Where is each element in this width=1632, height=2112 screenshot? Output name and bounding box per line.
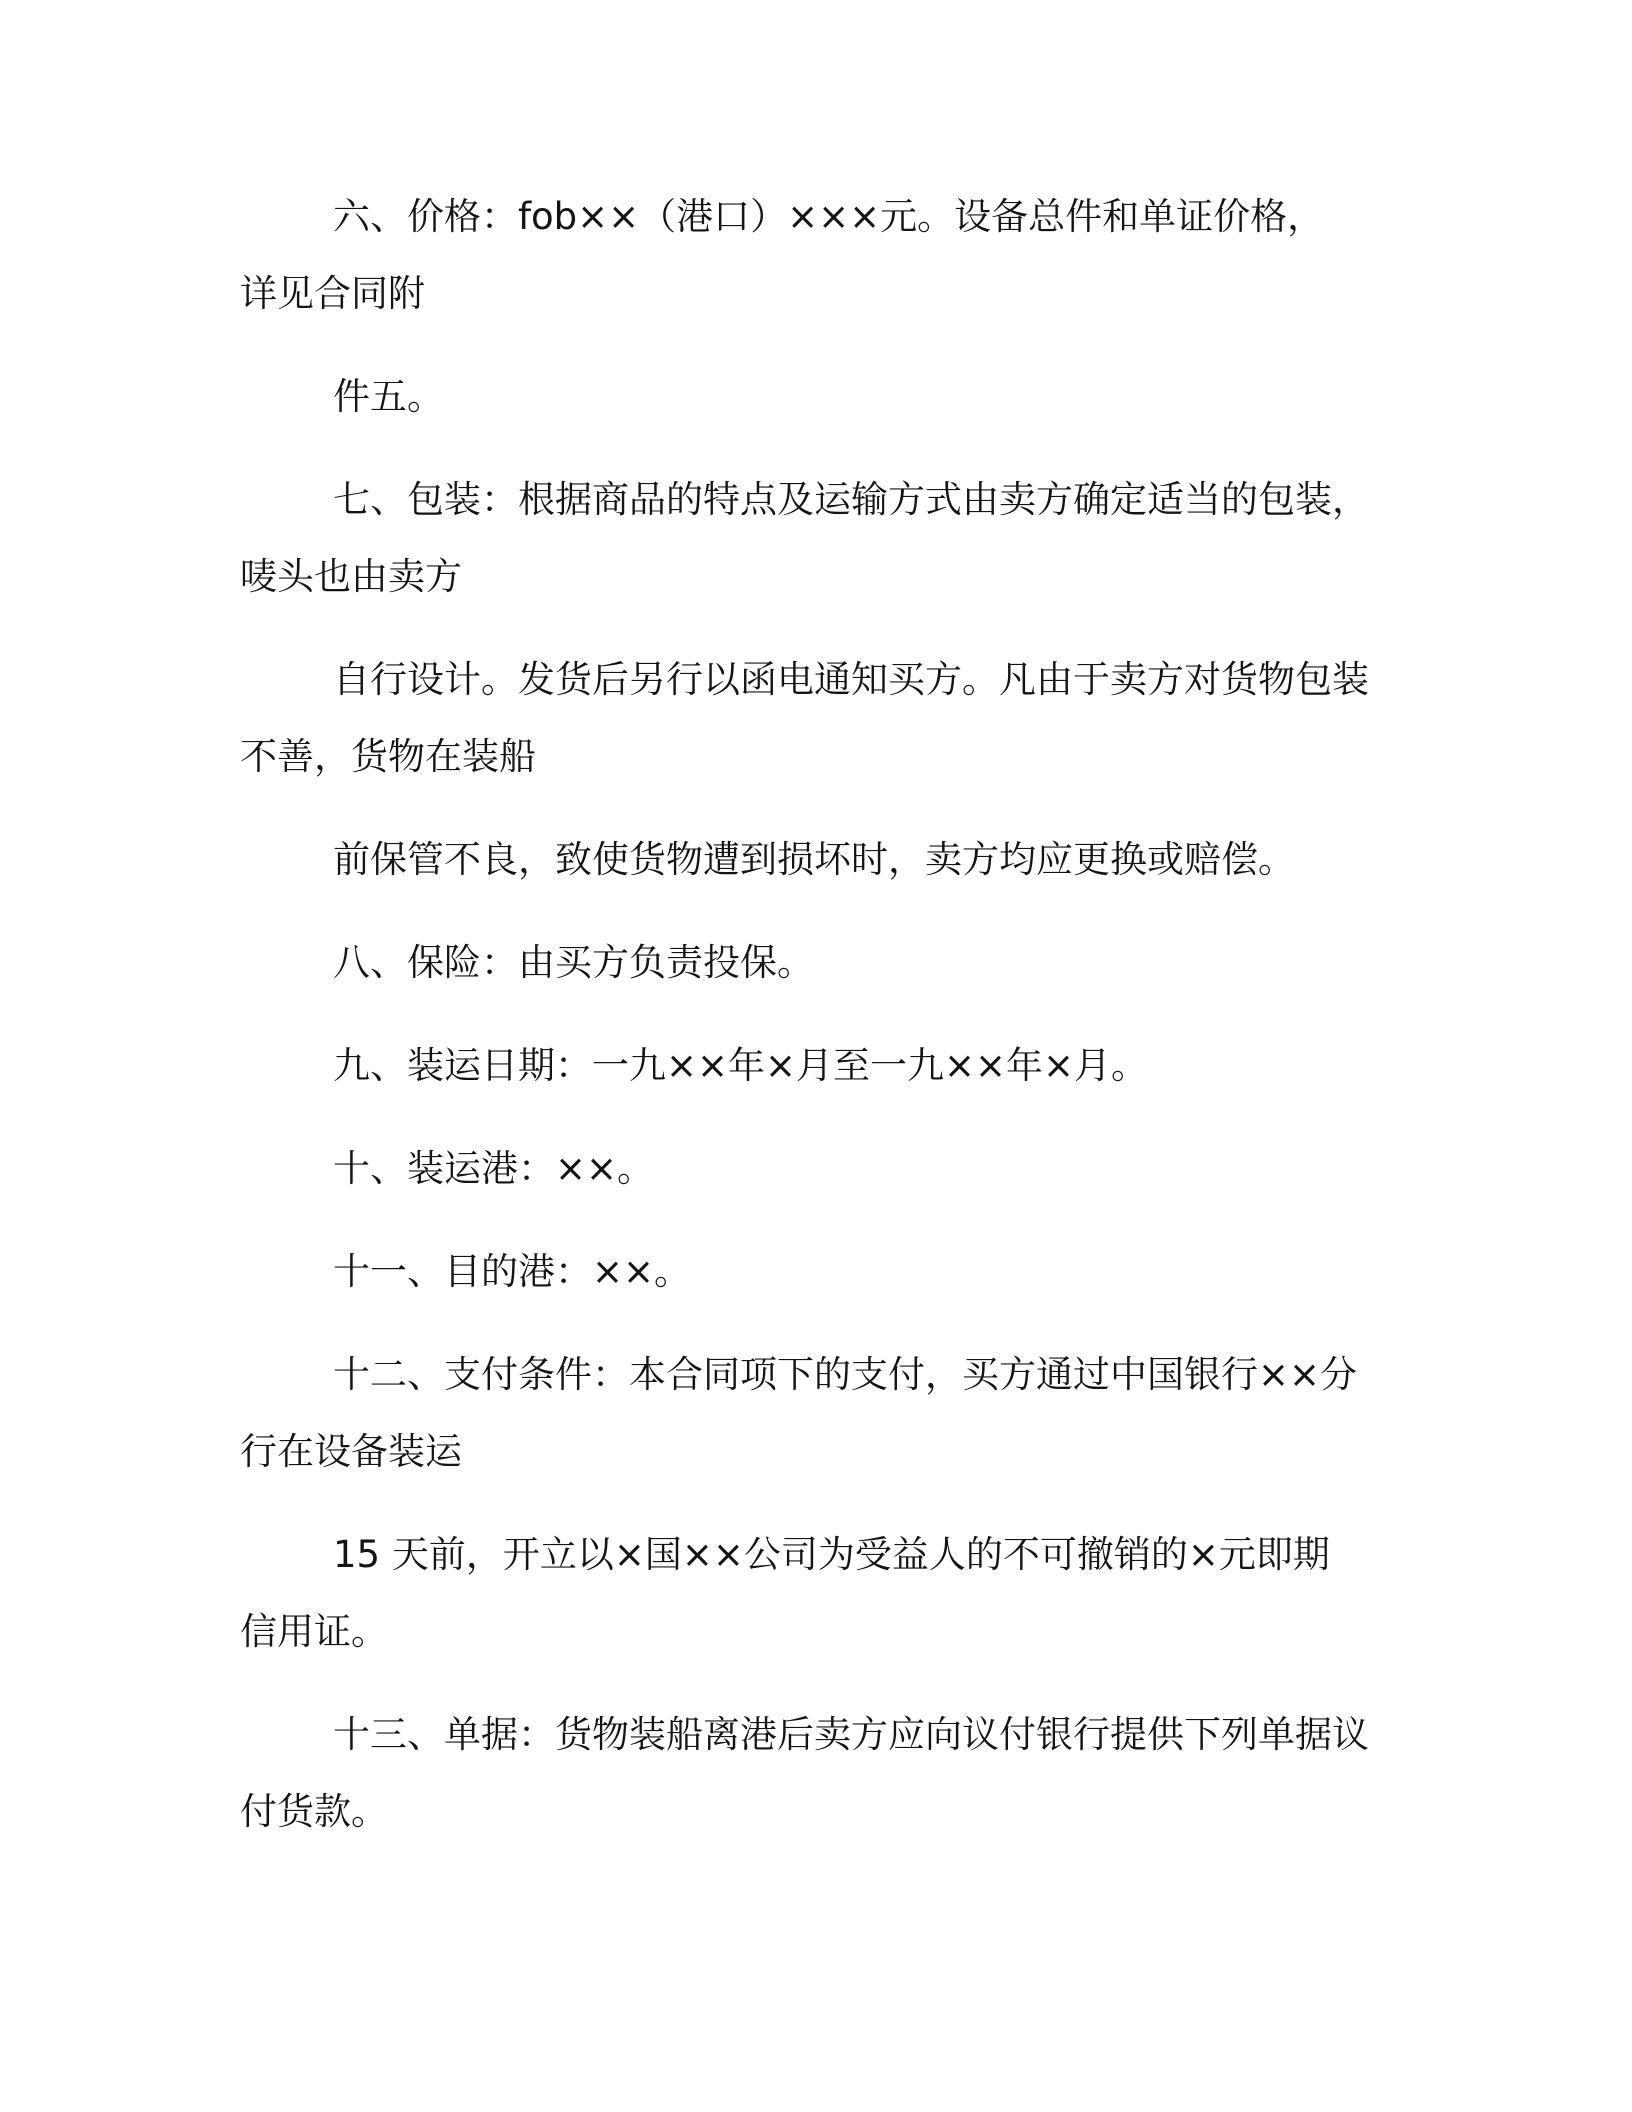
clause-10-port-of-shipment xyxy=(240,1130,1432,1207)
text-line: 八、保险：由买方负责投保。 xyxy=(333,941,814,984)
clause-7-continuation xyxy=(240,641,1432,795)
text-line: 件五。 xyxy=(333,375,444,418)
text-line: 唛头也由卖方 xyxy=(240,555,462,598)
clause-11-destination-port xyxy=(240,1233,1432,1310)
clause-7-packing xyxy=(240,461,1432,615)
text-line: 15 天前，开立以×国××公司为受益人的不可撤销的×元即期 xyxy=(333,1533,1330,1576)
text-line: 十二、支付条件：本合同项下的支付，买方通过中国银行××分 xyxy=(333,1353,1358,1396)
clause-6-price xyxy=(240,178,1432,332)
clause-6-continuation xyxy=(240,358,1432,435)
text-line: 十三、单据：货物装船离港后卖方应向议付银行提供下列单据议 xyxy=(333,1713,1369,1756)
text-line: 六、价格：fob××（港口）×××元。设备总件和单证价格， xyxy=(333,195,1325,238)
text-line: 十、装运港：××。 xyxy=(333,1147,655,1190)
clause-9-shipment-date xyxy=(240,1027,1432,1104)
text-line: 十一、目的港：××。 xyxy=(333,1250,692,1293)
text-line: 前保管不良，致使货物遭到损坏时，卖方均应更换或赔偿。 xyxy=(333,838,1295,881)
clause-7-continuation-2 xyxy=(240,821,1432,898)
text-line: 信用证。 xyxy=(240,1610,388,1653)
clause-13-documents xyxy=(240,1696,1432,1850)
text-line: 自行设计。发货后另行以函电通知买方。凡由于卖方对货物包装 xyxy=(333,658,1369,701)
clause-12-continuation xyxy=(240,1516,1432,1670)
clause-12-payment-terms xyxy=(240,1336,1432,1490)
text-line: 不善，货物在装船 xyxy=(240,735,536,778)
text-line: 详见合同附 xyxy=(240,272,425,315)
text-line: 九、装运日期：一九××年×月至一九××年×月。 xyxy=(333,1044,1149,1087)
text-line: 七、包装：根据商品的特点及运输方式由卖方确定适当的包装， xyxy=(333,478,1369,521)
clause-8-insurance xyxy=(240,924,1432,1001)
text-line: 行在设备装运 xyxy=(240,1430,462,1473)
text-line: 付货款。 xyxy=(240,1790,388,1833)
